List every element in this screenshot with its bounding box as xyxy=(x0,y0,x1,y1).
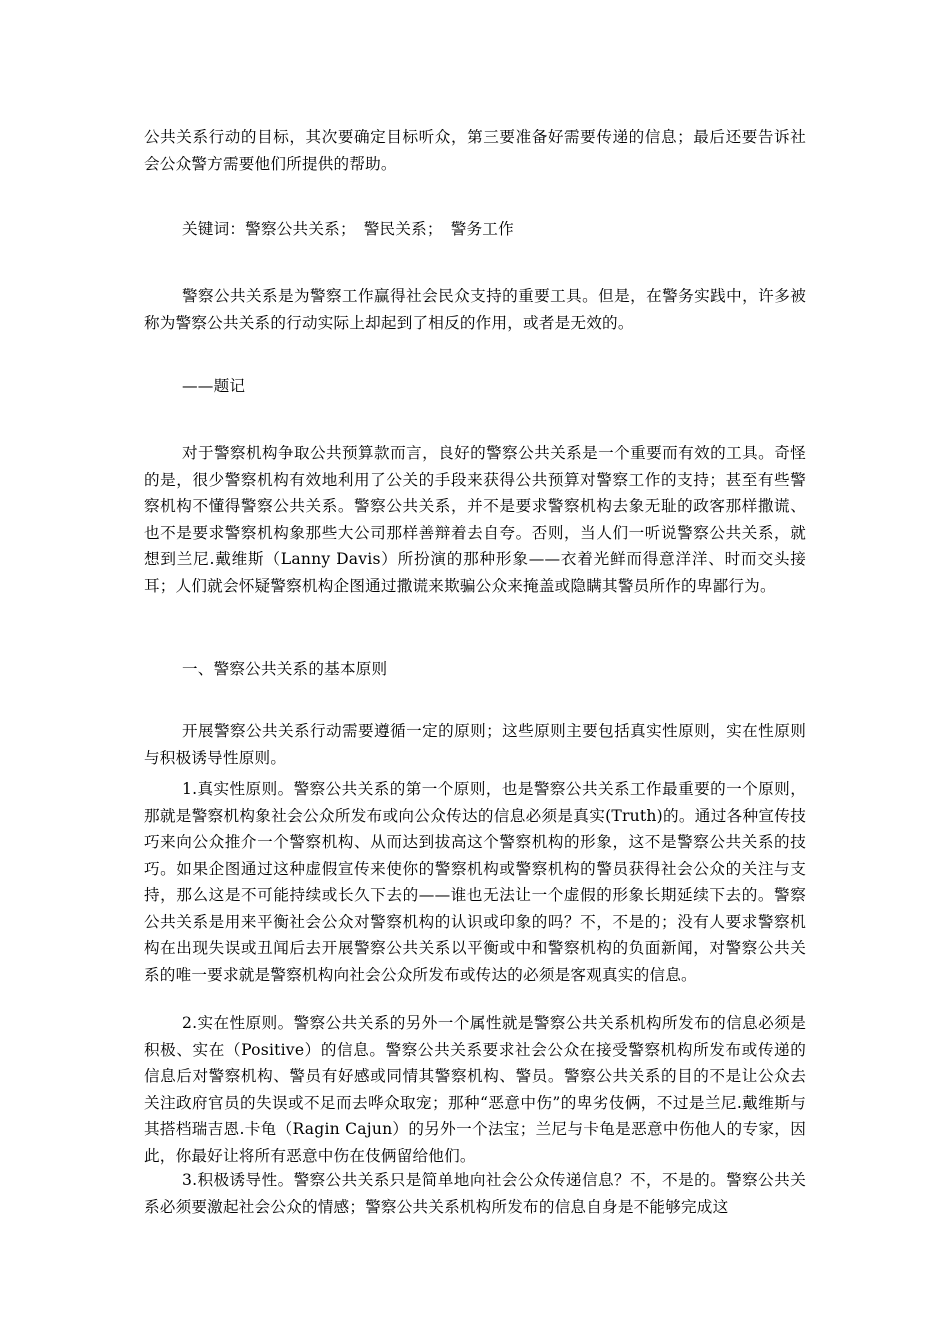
principle-2-paragraph: 2.实在性原则。警察公共关系的另外一个属性就是警察公共关系机构所发布的信息必须是积极、实在（Positive）的信息。警察公共关系要求社会公众在接受警察机构所发布或传递的信息后对警察机构、警员有好感或同情其警察机构、警员。警察公共关系的目的不是让公众去关注政府官员的失误或不足而去哗众取宠；那种“恶意中伤”的卑劣伎俩，不过是兰尼.戴维斯与其搭档瑞吉恩.卡龟（Ragin Cajun）的另外一个法宝；兰尼与卡龟是恶意中伤他人的专家，因此，你最好让将所有恶意中伤在伎俩留给他们。 xyxy=(144,1014,806,1165)
abstract-tail-paragraph: 公共关系行动的目标，其次要确定目标听众，第三要准备好需要传递的信息；最后还要告诉社会公众警方需要他们所提供的帮助。 xyxy=(144,128,806,173)
principle-3-paragraph: 3.积极诱导性。警察公共关系只是简单地向社会公众传递信息？不，不是的。警察公共关系必须要激起社会公众的情感；警察公共关系机构所发布的信息自身是不能够完成这 xyxy=(144,1171,806,1216)
section-intro-paragraph: 开展警察公共关系行动需要遵循一定的原则；这些原则主要包括真实性原则，实在性原则与积极诱导性原则。 xyxy=(144,722,806,767)
section-heading: 一、警察公共关系的基本原则 xyxy=(182,660,388,678)
intro-paragraph: 对于警察机构争取公共预算款而言，良好的警察公共关系是一个重要而有效的工具。奇怪的是，很少警察机构有效地利用了公关的手段来获得公共预算对警察工作的支持；甚至有些警察机构不懂得警察公共关系。警察公共关系，并不是要求警察机构去象无耻的政客那样撒谎、也不是要求警察机构象那些大公司那样善辩着去自夸。否则，当人们一听说警察公共关系，就想到兰尼.戴维斯（Lanny Davis）所扮演的那种形象——衣着光鲜而得意洋洋、时而交头接耳；人们就会怀疑警察机构企图通过撒谎来欺骗公众来掩盖或隐瞒其警员所作的卑鄙行为。 xyxy=(144,444,806,595)
epigraph-attribution: ——题记 xyxy=(182,377,246,395)
epigraph-paragraph: 警察公共关系是为警察工作赢得社会民众支持的重要工具。但是，在警务实践中，许多被称为警察公共关系的行动实际上却起到了相反的作用，或者是无效的。 xyxy=(144,287,806,332)
keywords-line: 关键词：警察公共关系； 警民关系； 警务工作 xyxy=(182,220,514,238)
principle-1-paragraph: 1.真实性原则。警察公共关系的第一个原则，也是警察公共关系工作最重要的一个原则，那就是警察机构象社会公众所发布或向公众传达的信息必须是真实(Truth)的。通过各种宣传技巧来向公众推介一个警察机构、从而达到拔高这个警察机构的形象，这不是警察公共关系的技巧。如果企图通过这种虚假宣传来使你的警察机构或警察机构的警员获得社会公众的关注与支持，那么这是不可能持续或长久下去的——谁也无法让一个虚假的形象长期延续下去的。警察公共关系是用来平衡社会公众对警察机构的认识或印象的吗？不，不是的；没有人要求警察机构在出现失误或丑闻后去开展警察公共关系以平衡或中和警察机构的负面新闻，对警察公共关系的唯一要求就是警察机构向社会公众所发布或传达的必须是客观真实的信息。 xyxy=(144,780,806,984)
